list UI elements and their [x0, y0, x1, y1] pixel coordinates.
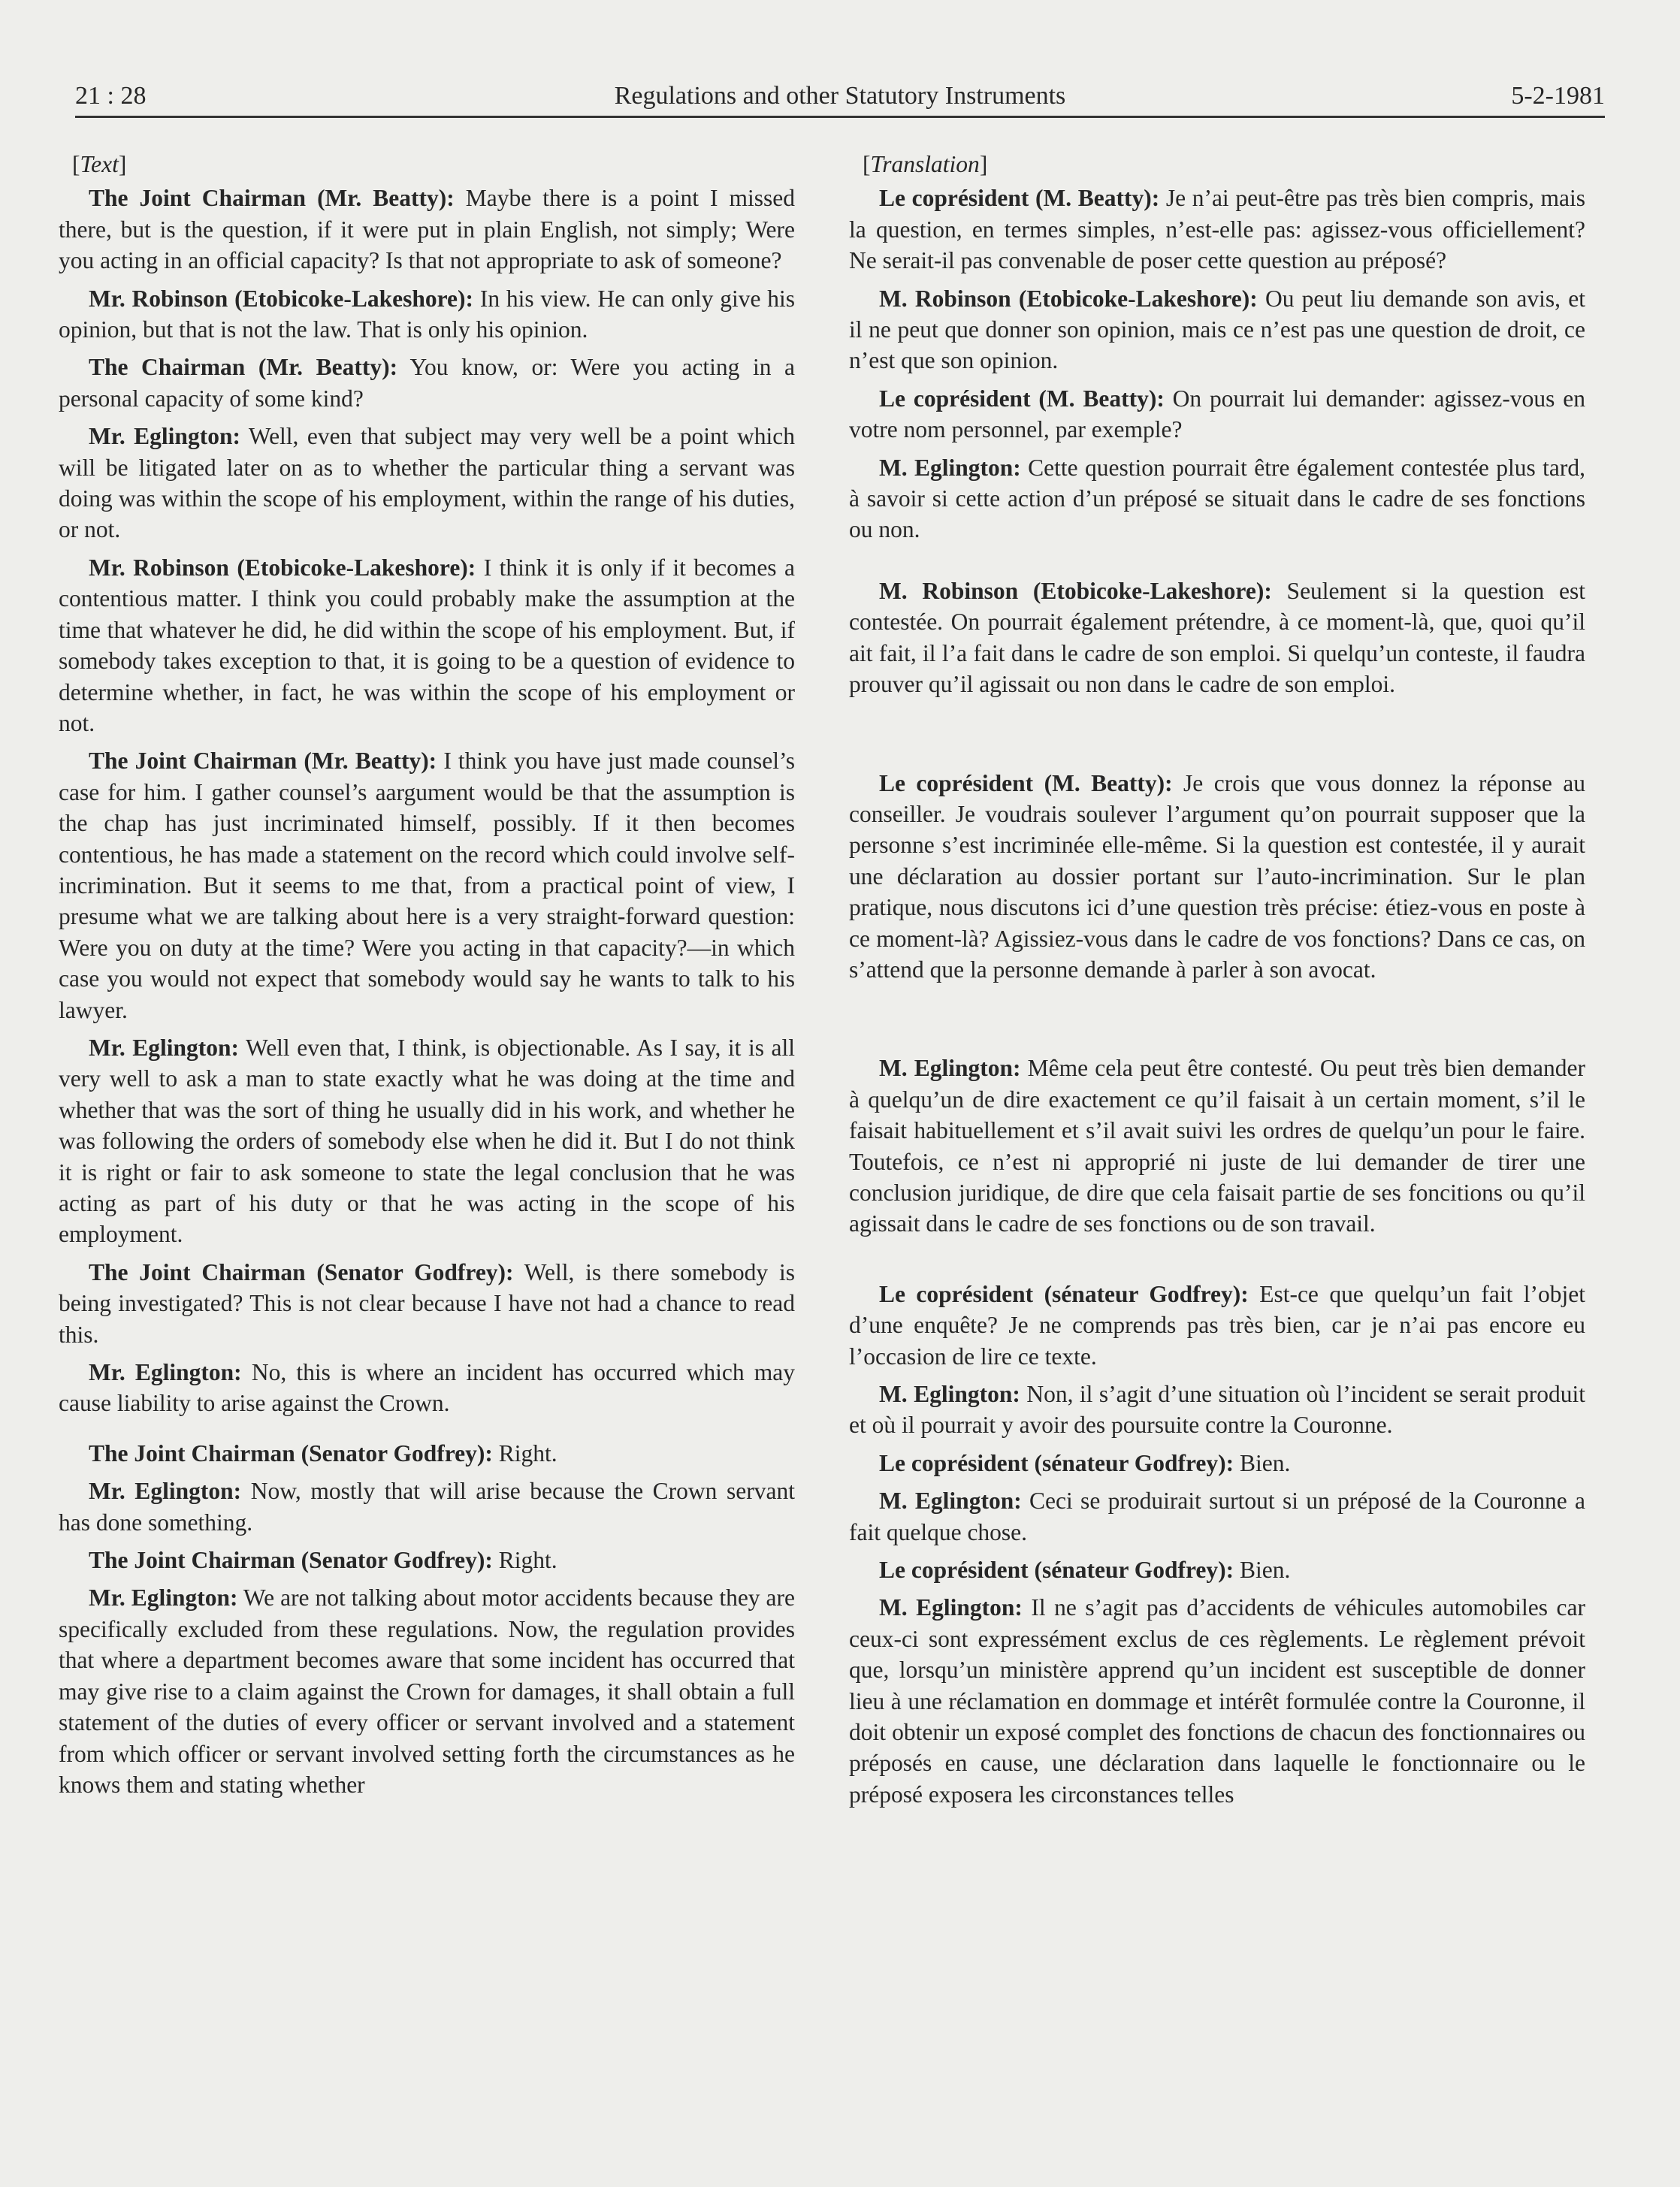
speaker-name: Mr. Robinson (Etobicoke-Lakeshore): [89, 285, 474, 312]
speech-text: Right. [492, 1547, 557, 1574]
speech-text: Bien. [1234, 1449, 1291, 1476]
transcript-paragraph [849, 1485, 1585, 1548]
speaker-name: Le coprésident (sénateur Godfrey): [879, 1280, 1249, 1307]
speech-text: Je n’ai peut-être pas très bien compris, mais la question, en termes simples, n’est-elle pas: agissez-vous officiellement? Ne serait-il pas convenable de poser cette question au préposé? [849, 185, 1585, 274]
transcript-paragraph [849, 1279, 1585, 1372]
speaker-name: Mr. Eglington: [89, 1478, 242, 1505]
speaker-name: The Joint Chairman (Senator Godfrey): [89, 1547, 493, 1574]
transcript-paragraph [849, 768, 1585, 986]
speech-text: We are not talking about motor accidents because they are specifically excluded from these regulations. Now, the regulation provides that where a department becomes aware that some incident has occurred that may give rise to a claim against the Crown for damages, it shall obtain a full statement of the duties of every officer or servant involved and a statement from which officer or servant involved setting forth the circumstances as he knows them and stating whether [59, 1584, 796, 1798]
running-title: Regulations and other Statutory Instruments [614, 82, 1066, 110]
transcript-paragraph [59, 1257, 795, 1350]
speech-text: In his view. He can only give his opinion, but that is not the law. That is only his opinion. [59, 285, 796, 343]
speech-text: I think you have just made counsel’s case for him. I gather counsel’s aargument would be that the assumption is the chap has just incriminated himself, possibly. If it then becomes contentious, he has made a statement on the record which could involve self-incrimination. But it seems to me that, from a practical point of view, I presume what we are talking about here is a very straight-forward question: Were you on duty at the time? Were you acting in that capacity?—in which case you would not expect that somebody would say he wants to talk to his lawyer. [59, 748, 795, 1023]
page-date: 5-2-1981 [1511, 82, 1605, 110]
transcript-paragraph [59, 1545, 795, 1575]
speaker-name: Mr. Robinson (Etobicoke-Lakeshore): [89, 554, 476, 581]
speech-text: Même cela peut être contesté. Ou peut très bien demander à quelqu’un de dire exactement ce qu’il faisait à un certain moment, s’il le faisait habituellement et s’il avait suivi les ordres de quelqu’un pour le faire. Toutefois, ce n’est ni approprié ni juste de lui demander de tirer une conclusion juridique, de dire que cela faisait partie de ses foncitions ou qu’il agissait dans le cadre de ses fonctions ou de son travail. [849, 1055, 1585, 1237]
speech-text: You know, or: Were you acting in a personal capacity of some kind? [59, 354, 795, 412]
transcript-paragraph [59, 1438, 795, 1469]
transcript-paragraph [59, 1582, 795, 1800]
transcript-paragraph [849, 383, 1585, 446]
speech-text: Ceci se produirait surtout si un préposé de la Couronne a fait quelque chose. [849, 1488, 1585, 1545]
speech-text: Maybe there is a point I missed there, but is the question, if it were put in plain English, not simply; Were you acting in an official capacity? Is that not appropriate to ask of someone? [59, 185, 795, 274]
speech-text: No, this is where an incident has occurred which may cause liability to arise against the Crown. [59, 1359, 795, 1417]
speaker-name: M. Eglington: [879, 1055, 1021, 1082]
transcript-paragraph [849, 283, 1585, 376]
speech-text: Est-ce que quelqu’un fait l’objet d’une enquête? Je ne comprends pas très bien, car je n’ai pas encore eu l’occasion de lire ce texte. [849, 1280, 1585, 1370]
speaker-name: The Joint Chairman (Mr. Beatty): [89, 185, 455, 212]
speech-text: Well even that, I think, is objectionable. As I say, it is all very well to ask a man to state exactly what he was doing at the time and whether that was the sort of thing he usually did in his work, and whether he was following the orders of somebody else when he did it. But I do not think it is right or fair to ask someone to state the legal conclusion that he was acting as part of his duty or that he was acting in the scope of his employment. [59, 1034, 795, 1248]
speaker-name: M. Eglington: [879, 1381, 1020, 1407]
transcript-paragraph [59, 552, 795, 739]
transcript-paragraph [59, 283, 795, 346]
transcript-paragraph [849, 1379, 1585, 1441]
transcript-paragraph [849, 1053, 1585, 1239]
speaker-name: Le coprésident (M. Beatty): [879, 385, 1165, 412]
speech-text: Il ne s’agit pas d’accidents de véhicules automobiles car ceux-ci sont expressément exclus de ces règlements. Le règlement prévoit que, lorsqu’un ministère apprend qu’un incident est susceptible de donner lieu à une réclamation en dommage et intérêt formulée contre la Couronne, il doit obtenir un exposé complet des fonctions de chacun des fonctionnaires ou préposés en cause, une déclaration dans laquelle le fonctionnaire ou le préposé exposera les circonstances telles [849, 1594, 1585, 1808]
speaker-name: M. Eglington: [879, 1594, 1023, 1621]
speaker-name: Mr. Eglington: [89, 1034, 240, 1061]
transcript-paragraph [849, 575, 1585, 700]
page-number: 21 : 28 [75, 82, 147, 110]
transcript-paragraph [849, 1592, 1585, 1810]
speech-text: Bien. [1234, 1557, 1291, 1584]
transcript-paragraph [849, 183, 1585, 276]
transcript-paragraph [59, 421, 795, 545]
transcript-paragraph [849, 1448, 1585, 1479]
speech-text: Non, il s’agit d’une situation où l’incident se serait produit et où il pourrait y avoir des poursuite contre la Couronne. [849, 1381, 1586, 1439]
page-header [75, 78, 1605, 118]
speech-text: Je crois que vous donnez la réponse au conseiller. Je voudrais soulever l’argument qu’on pourrait supposer que la personne s’est incriminée elle-même. Si la question est contestée, il y aurait une déclaration au dossier portant sur l’auto-incrimination. Sur le plan pratique, nous discutons ici d’une question très précise: étiez-vous en poste à ce moment-là? Agissiez-vous dans le cadre de vos fonctions? Dans ce cas, on s’attend que la personne demande à parler à son avocat. [849, 769, 1585, 983]
speech-text: On pourrait lui demander: agissez-vous en votre nom personnel, par exemple? [849, 385, 1585, 443]
speaker-name: M. Robinson (Etobicoke-Lakeshore): [879, 577, 1272, 604]
right-column-french [849, 149, 1585, 1817]
speaker-name: The Joint Chairman (Senator Godfrey): [89, 1439, 493, 1467]
transcript-paragraph [849, 452, 1585, 545]
speech-text: Ou peut liu demande son avis, et il ne peut que donner son opinion, mais ce n’est pas une question de droit, ce n’est que son opinion. [849, 285, 1585, 374]
speaker-name: M. Eglington: [879, 454, 1021, 481]
speaker-name: The Chairman (Mr. Beatty): [89, 354, 398, 381]
speaker-name: Le coprésident (M. Beatty): [879, 769, 1173, 796]
speaker-name: M. Eglington: [879, 1488, 1022, 1515]
speech-text: I think it is only if it becomes a contentious matter. I think you could probably make the assumption at the time that whatever he did, he did within the scope of his employment. But, if somebody takes exception to that, it is going to be a question of evidence to determine whether, in fact, he was within the scope of his employment or not. [59, 554, 795, 736]
speech-text: Cette question pourrait être également contestée plus tard, à savoir si cette action d’un préposé se situait dans le cadre de ses fonctions ou non. [849, 454, 1585, 543]
transcript-paragraph [59, 1357, 795, 1419]
speaker-name: M. Robinson (Etobicoke-Lakeshore): [879, 285, 1258, 312]
transcript-paragraph [59, 183, 795, 276]
transcript-paragraph [59, 1032, 795, 1250]
speaker-name: Mr. Eglington: [89, 423, 240, 450]
left-column-english [59, 149, 795, 1807]
speaker-name: Le coprésident (sénateur Godfrey): [879, 1557, 1234, 1584]
transcript-paragraph [849, 1554, 1585, 1585]
speaker-name: The Joint Chairman (Senator Godfrey): [89, 1258, 514, 1285]
transcript-paragraph [59, 745, 795, 1026]
speech-text: Well, is there somebody is being investigated? This is not clear because I have not had a chance to read this. [59, 1258, 795, 1348]
column-label: [Translation] [863, 151, 988, 177]
speaker-name: Le coprésident (M. Beatty): [879, 185, 1160, 212]
speaker-name: The Joint Chairman (Mr. Beatty): [89, 748, 437, 775]
column-label: [Text] [72, 151, 127, 177]
speech-text: Now, mostly that will arise because the Crown servant has done something. [59, 1478, 795, 1536]
speech-text: Seulement si la question est contestée. On pourrait également prétendre, à ce moment-là, que, quoi qu’il ait fait, il l’a fait dans le cadre de son emploi. Si quelqu’un conteste, il faudra prouver qu’il agissait ou non dans le cadre de son emploi. [849, 577, 1585, 698]
transcript-paragraph [59, 352, 795, 414]
speaker-name: Le coprésident (sénateur Godfrey): [879, 1449, 1234, 1476]
transcript-paragraph [59, 1476, 795, 1538]
speech-text: Well, even that subject may very well be a point which will be litigated later on as to whether the particular thing a servant was doing was within the scope of his employment, within the range of his duties, or not. [59, 423, 795, 543]
speaker-name: Mr. Eglington: [89, 1359, 242, 1386]
speaker-name: Mr. Eglington: [89, 1584, 238, 1612]
speech-text: Right. [492, 1439, 557, 1467]
